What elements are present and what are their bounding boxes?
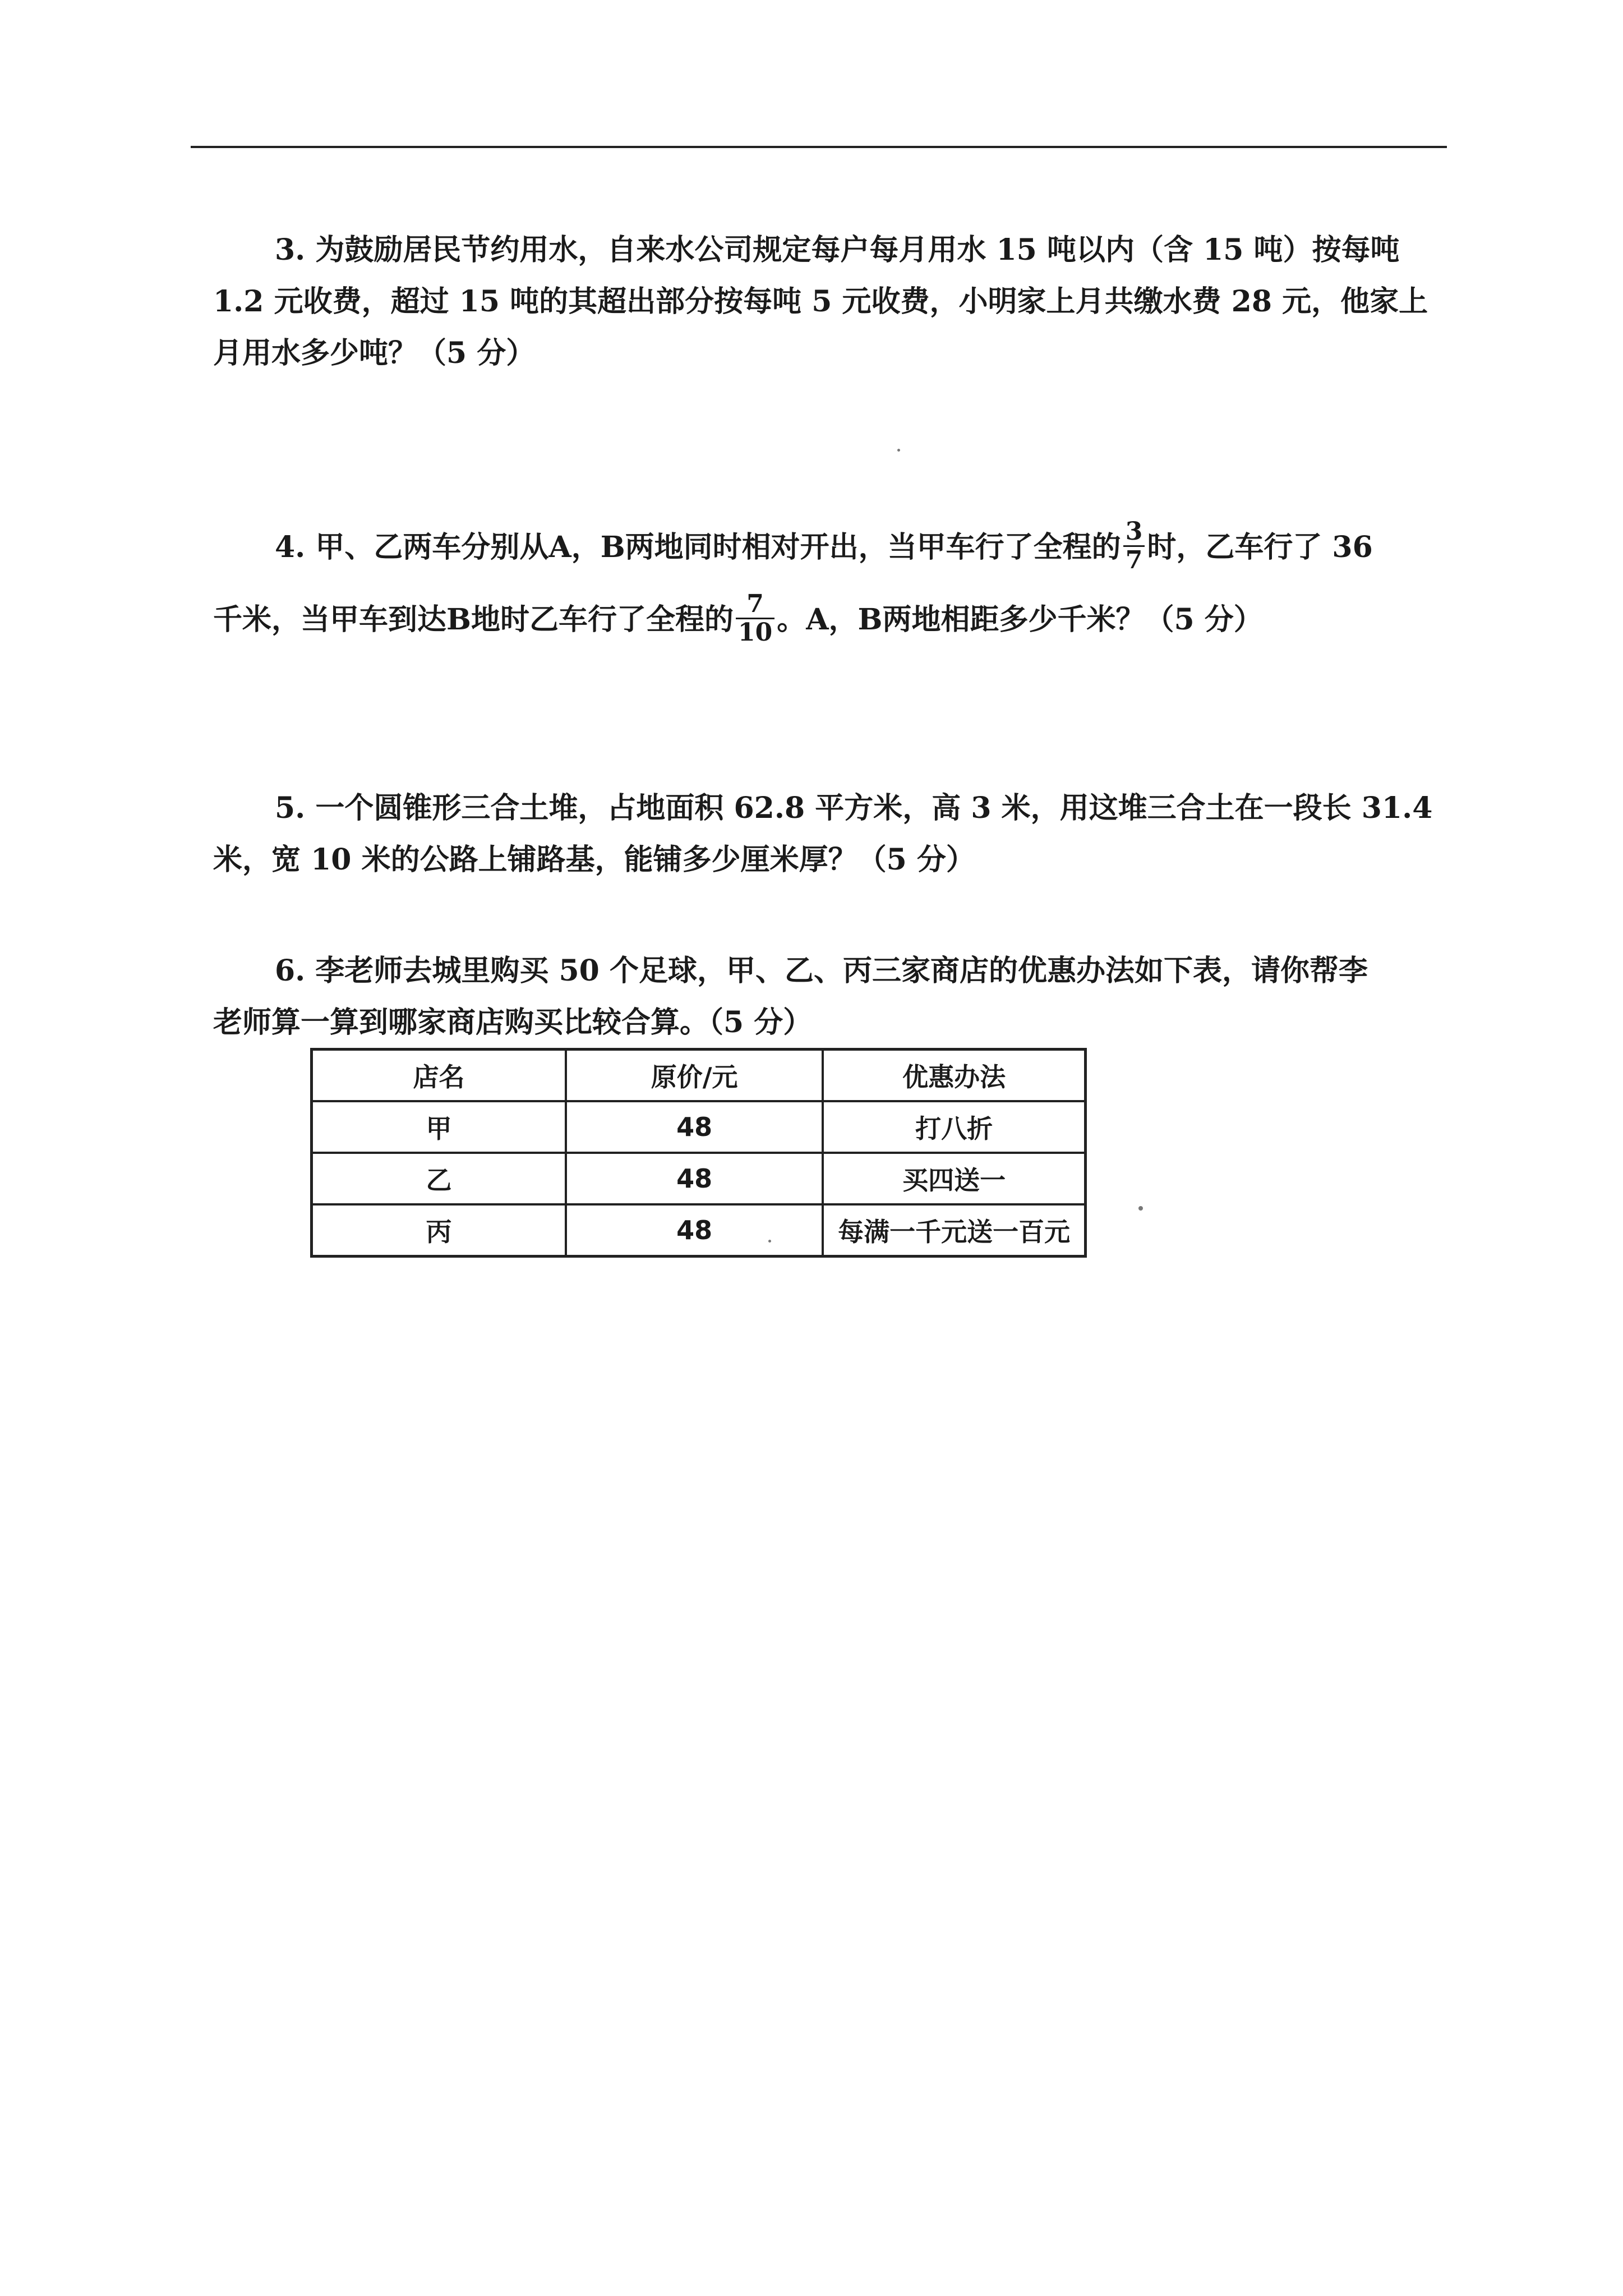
header-original-price: 原价/元 <box>566 1050 823 1102</box>
cell-store-name: 丙 <box>312 1204 566 1257</box>
cell-discount: 每满一千元送一百元 <box>823 1204 1085 1257</box>
cell-discount: 买四送一 <box>823 1153 1085 1204</box>
question-5-line-1: 5. 一个圆锥形三合土堆，占地面积 62.8 平方米，高 3 米，用这堆三合土在一段长 31.4 <box>275 791 1433 825</box>
question-5 <box>213 783 1433 886</box>
question-6-line-1: 6. 李老师去城里购买 50 个足球，甲、乙、丙三家商店的优惠办法如下表，请你帮李 <box>275 954 1368 988</box>
fraction-denominator: 7 <box>1125 546 1143 574</box>
header-store-name: 店名 <box>312 1050 566 1102</box>
question-4-line-2-text-a: 千米，当甲车到达B地时乙车行了全程的 <box>213 602 734 637</box>
question-4-line-2 <box>213 590 1391 650</box>
question-6-line-2: 老师算一算到哪家商店购买比较合算。（5 分） <box>213 1005 813 1039</box>
cell-store-name: 甲 <box>312 1101 566 1153</box>
question-3 <box>213 224 1428 379</box>
scan-speck <box>897 449 900 452</box>
cell-price: 48 <box>566 1204 823 1257</box>
table-row <box>312 1204 1086 1257</box>
fraction-numerator: 7 <box>736 591 774 619</box>
header-discount-method: 优惠办法 <box>823 1050 1085 1102</box>
question-3-line-3: 月用水多少吨？（5 分） <box>213 336 536 370</box>
table-row <box>312 1153 1086 1204</box>
question-5-line-2: 米，宽 10 米的公路上铺路基，能铺多少厘米厚？（5 分） <box>213 843 975 877</box>
fraction-numerator: 3 <box>1123 518 1145 547</box>
discount-table <box>310 1048 1087 1258</box>
cell-price: 48 <box>566 1153 823 1204</box>
question-3-line-1: 3. 为鼓励居民节约用水，自来水公司规定每户每月用水 15 吨以内（含 15 吨）按每吨 <box>275 233 1400 267</box>
cell-price: 48 <box>566 1101 823 1153</box>
fraction-seven-tenths <box>736 591 774 646</box>
question-4-line-1 <box>213 517 1391 577</box>
scan-speck <box>768 1240 771 1243</box>
fraction-three-sevenths <box>1123 518 1145 574</box>
question-4-line-2-text-b: 。A，B两地相距多少千米？（5 分） <box>777 602 1263 637</box>
fraction-denominator: 10 <box>737 618 773 647</box>
cell-store-name: 乙 <box>312 1153 566 1204</box>
question-4-line-1-text-b: 时，乙车行了 36 <box>1147 530 1373 564</box>
table-row <box>312 1101 1086 1153</box>
question-6 <box>213 945 1391 1048</box>
header-rule <box>191 146 1447 148</box>
question-3-line-2: 1.2 元收费，超过 15 吨的其超出部分按每吨 5 元收费，小明家上月共缴水费 28 元，他家上 <box>213 284 1428 319</box>
question-4-line-1-text-a: 4. 甲、乙两车分别从A，B两地同时相对开出，当甲车行了全程的 <box>275 530 1121 564</box>
scan-speck <box>1138 1206 1143 1211</box>
question-4 <box>213 517 1391 650</box>
cell-discount: 打八折 <box>823 1101 1085 1153</box>
table-header-row <box>312 1050 1086 1102</box>
